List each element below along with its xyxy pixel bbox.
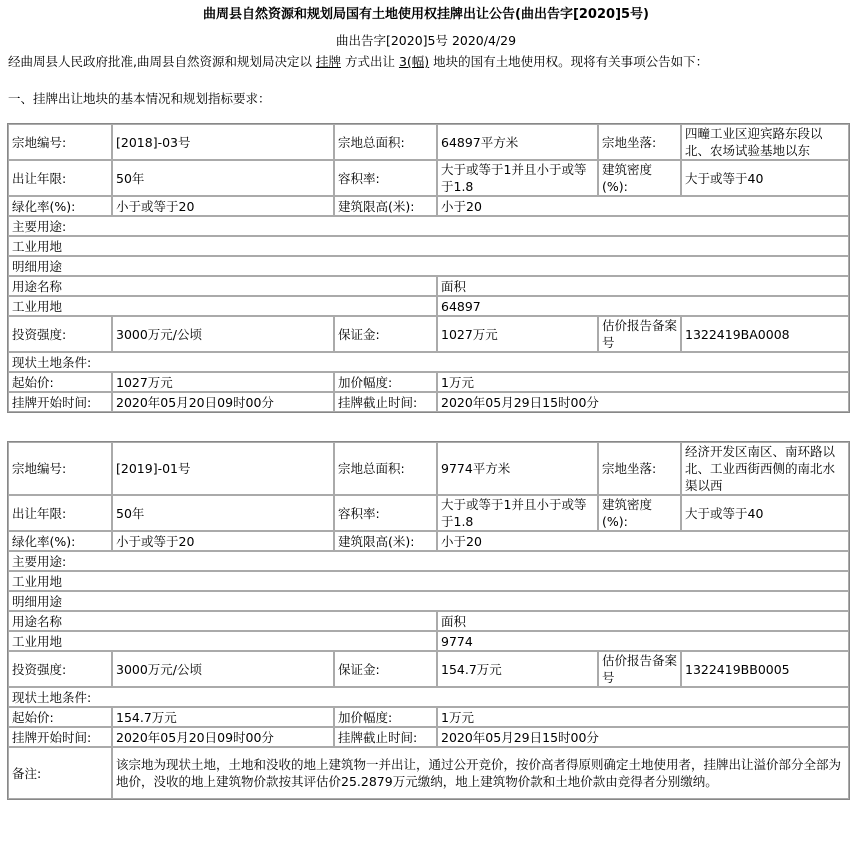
label-area: 面积 — [437, 276, 849, 296]
label-total-area: 宗地总面积: — [334, 124, 437, 160]
value-term: 50年 — [112, 160, 334, 196]
value-area: 9774 — [437, 631, 849, 651]
table-row — [8, 372, 849, 392]
value-investment: 3000万元/公顷 — [112, 316, 334, 352]
label-detail-use: 明细用途 — [8, 256, 849, 276]
label-increment: 加价幅度: — [334, 372, 437, 392]
label-use-name: 用途名称 — [8, 276, 437, 296]
table-row — [8, 316, 849, 352]
value-increment: 1万元 — [437, 372, 849, 392]
value-parcel-no: [2019]-01号 — [112, 442, 334, 495]
label-height: 建筑限高(米): — [334, 196, 437, 216]
label-far: 容积率: — [334, 160, 437, 196]
value-main-use: 工业用地 — [8, 571, 849, 591]
label-increment: 加价幅度: — [334, 707, 437, 727]
value-total-area: 9774平方米 — [437, 442, 598, 495]
table-row — [8, 216, 849, 236]
label-appraisal: 估价报告备案号 — [598, 316, 681, 352]
value-green: 小于或等于20 — [112, 531, 334, 551]
label-total-area: 宗地总面积: — [334, 442, 437, 495]
value-use-name: 工业用地 — [8, 631, 437, 651]
table-row — [8, 236, 849, 256]
intro-text-3: 地块的国有土地使用权。现将有关事项公告如下： — [433, 54, 709, 69]
value-density: 大于或等于40 — [681, 160, 849, 196]
label-term: 出让年限: — [8, 495, 112, 531]
value-far: 大于或等于1并且小于或等于1.8 — [437, 160, 598, 196]
value-total-area: 64897平方米 — [437, 124, 598, 160]
label-land-condition: 现状土地条件: — [8, 687, 849, 707]
intro-text-1: 经曲周县人民政府批准,曲周县自然资源和规划局决定以 — [8, 54, 312, 69]
value-list-end: 2020年05月29日15时00分 — [437, 727, 849, 747]
table-row — [8, 276, 849, 296]
parcel-table — [7, 441, 850, 800]
label-list-start: 挂牌开始时间: — [8, 727, 112, 747]
value-list-start: 2020年05月20日09时00分 — [112, 727, 334, 747]
label-far: 容积率: — [334, 495, 437, 531]
value-parcel-no: [2018]-03号 — [112, 124, 334, 160]
section-title: 一、挂牌出让地块的基本情况和规划指标要求： — [8, 91, 271, 106]
label-location: 宗地坐落: — [598, 442, 681, 495]
table-row — [8, 707, 849, 727]
label-start-price: 起始价: — [8, 707, 112, 727]
label-location: 宗地坐落: — [598, 124, 681, 160]
label-density: 建筑密度(%): — [598, 495, 681, 531]
notice-title: 曲周县自然资源和规划局国有土地使用权挂牌出让公告(曲出告字[2020]5号) — [203, 7, 649, 22]
label-remark: 备注: — [8, 747, 112, 799]
value-deposit: 1027万元 — [437, 316, 598, 352]
label-list-end: 挂牌截止时间: — [334, 392, 437, 412]
label-list-end: 挂牌截止时间: — [334, 727, 437, 747]
value-green: 小于或等于20 — [112, 196, 334, 216]
label-investment: 投资强度: — [8, 651, 112, 687]
value-height: 小于20 — [437, 196, 849, 216]
value-start-price: 154.7万元 — [112, 707, 334, 727]
notice-subtitle: 曲出告字[2020]5号 2020/4/29 — [335, 33, 517, 48]
table-row — [8, 296, 849, 316]
label-start-price: 起始价: — [8, 372, 112, 392]
label-main-use: 主要用途: — [8, 216, 849, 236]
value-density: 大于或等于40 — [681, 495, 849, 531]
label-land-condition: 现状土地条件: — [8, 352, 849, 372]
value-appraisal: 1322419BB0005 — [681, 651, 849, 687]
label-area: 面积 — [437, 611, 849, 631]
label-deposit: 保证金: — [334, 651, 437, 687]
value-list-start: 2020年05月20日09时00分 — [112, 392, 334, 412]
value-deposit: 154.7万元 — [437, 651, 598, 687]
table-row — [8, 352, 849, 372]
value-remark: 该宗地为现状土地，土地和没收的地上建筑物一并出让，通过公开竞价，按价高者得原则确定土地使用者，挂牌出让溢价部分全部为地价，没收的地上建筑物价款按其评估价25.2879万元缴纳，地上建筑物价款和土地价款由竞得者分别缴纳。 — [112, 747, 849, 799]
intro-method: 挂牌 — [315, 54, 341, 69]
table-row — [8, 196, 849, 216]
value-far: 大于或等于1并且小于或等于1.8 — [437, 495, 598, 531]
label-list-start: 挂牌开始时间: — [8, 392, 112, 412]
value-height: 小于20 — [437, 531, 849, 551]
table-row — [8, 256, 849, 276]
value-term: 50年 — [112, 495, 334, 531]
parcel-table — [7, 123, 850, 413]
table-row — [8, 591, 849, 611]
value-use-name: 工业用地 — [8, 296, 437, 316]
label-green: 绿化率(%): — [8, 531, 112, 551]
label-green: 绿化率(%): — [8, 196, 112, 216]
value-increment: 1万元 — [437, 707, 849, 727]
table-row — [8, 160, 849, 196]
table-row — [8, 571, 849, 591]
table-row — [8, 727, 849, 747]
intro-text-2: 方式出让 — [344, 54, 395, 69]
value-main-use: 工业用地 — [8, 236, 849, 256]
table-row — [8, 551, 849, 571]
value-appraisal: 1322419BA0008 — [681, 316, 849, 352]
value-area: 64897 — [437, 296, 849, 316]
label-detail-use: 明细用途 — [8, 591, 849, 611]
table-row — [8, 747, 849, 799]
value-location: 经济开发区南区、南环路以北、工业西街西侧的南北水渠以西 — [681, 442, 849, 495]
label-height: 建筑限高(米): — [334, 531, 437, 551]
value-start-price: 1027万元 — [112, 372, 334, 392]
label-deposit: 保证金: — [334, 316, 437, 352]
table-row — [8, 687, 849, 707]
table-row — [8, 392, 849, 412]
label-parcel-no: 宗地编号: — [8, 442, 112, 495]
table-row — [8, 124, 849, 160]
table-row — [8, 631, 849, 651]
table-row — [8, 531, 849, 551]
value-list-end: 2020年05月29日15时00分 — [437, 392, 849, 412]
value-investment: 3000万元/公顷 — [112, 651, 334, 687]
label-term: 出让年限: — [8, 160, 112, 196]
table-row — [8, 651, 849, 687]
label-appraisal: 估价报告备案号 — [598, 651, 681, 687]
label-density: 建筑密度(%): — [598, 160, 681, 196]
intro-paragraph — [8, 53, 708, 71]
label-parcel-no: 宗地编号: — [8, 124, 112, 160]
label-main-use: 主要用途: — [8, 551, 849, 571]
value-location: 四疃工业区迎宾路东段以北、农场试验基地以东 — [681, 124, 849, 160]
table-row — [8, 611, 849, 631]
table-row — [8, 495, 849, 531]
table-row — [8, 442, 849, 495]
label-investment: 投资强度: — [8, 316, 112, 352]
intro-count: 3(幅) — [398, 54, 430, 69]
label-use-name: 用途名称 — [8, 611, 437, 631]
